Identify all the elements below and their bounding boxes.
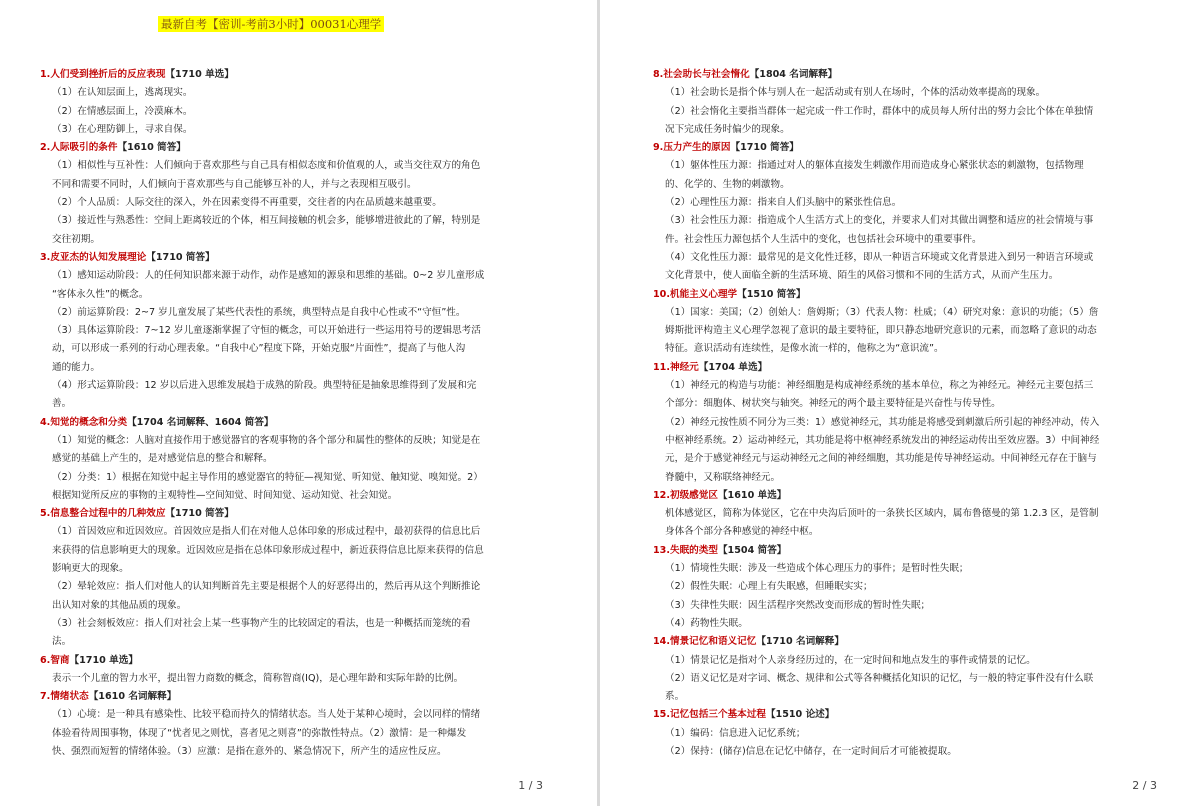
exam-tag: 【1510 简答】: [737, 288, 806, 300]
body-line: 的、化学的、生物的刺激物。: [665, 178, 790, 190]
section-title: [653, 66, 1153, 84]
section-title: [40, 139, 540, 157]
section-heading: 8.社会助长与社会惰化: [653, 69, 750, 80]
section-heading: 1.人们受到挫折后的反应表现: [40, 69, 166, 80]
body-line: 姆斯批评构造主义心理学忽视了意识的最主要特征，即只静态地研究意识的元素，而忽略了意识的动态: [665, 325, 1097, 337]
page-number: 2 / 3: [1132, 779, 1157, 792]
body-line: 影响更大的现象。: [52, 563, 129, 575]
section-title: [40, 414, 540, 432]
page-2: [600, 0, 1183, 806]
body-line: 感觉的基础上产生的，是对感觉信息的整合和解释。: [52, 453, 273, 465]
section-title: [653, 139, 1153, 157]
body-line: （2）个人品质：人际交往的深入，外在因素变得不再重要，交往者的内在品质越来越重要。: [52, 197, 442, 209]
body-line: 系。: [665, 691, 685, 703]
section-title: [653, 286, 1153, 304]
section-title: [40, 66, 540, 84]
body-line: 脊髓中，又称联络神经元。: [665, 471, 781, 483]
section-heading: 7.情绪状态: [40, 691, 89, 703]
section-title: [40, 505, 540, 523]
body-line: （1）情景记忆是指对个人亲身经历过的，在一定时间和地点发生的事件或情景的记忆。: [665, 654, 1036, 666]
exam-tag: 【1610 名词解释】: [88, 691, 177, 703]
body-line: 机体感觉区，简称为体觉区，它在中央沟后顶叶的一条狭长区域内，属布鲁德曼的第 1.2.3 区，是管制: [665, 508, 1099, 520]
body-line: 交往初期。: [52, 233, 100, 245]
body-line: （3）社会性压力源：指造成个人生活方式上的变化，并要求人们对其做出调整和适应的社会情境与事: [665, 215, 1094, 227]
section-title: [653, 706, 1153, 724]
body-line: 个部分：细胞体、树状突与轴突。神经元的两个最主要特征是兴奋性与传导性。: [665, 398, 1001, 410]
body-line: （3）社会刻板效应：指人们对社会上某一些事物产生的比较固定的看法，也是一种概括而笼统的看: [52, 617, 471, 629]
section-heading: 4.知觉的概念和分类: [40, 416, 128, 428]
exam-tag: 【1610 单选】: [717, 489, 787, 501]
exam-tag: 【1710 单选】: [165, 69, 234, 80]
page-number: 1 / 3: [518, 779, 543, 792]
body-line: （1）相似性与互补性：人们倾向于喜欢那些与自己具有相似态度和价值观的人，或当交往双方的角色: [52, 160, 481, 172]
document-header: 最新自考【密训-考前3小时】00031心理学: [158, 16, 384, 32]
section-title: [40, 652, 540, 670]
exam-tag: 【1710 简答】: [730, 142, 799, 154]
exam-tag: 【1710 单选】: [69, 654, 138, 666]
body-line: 况下完成任务时偏少的现象。: [665, 123, 790, 135]
body-line: 中枢神经系统。2）运动神经元，其功能是将中枢神经系统发出的神经运动传出至效应器。3）中间神经: [665, 434, 1100, 446]
exam-tag: 【1804 名词解释】: [749, 69, 838, 80]
body-line: （2）分类：1）根据在知觉中起主导作用的感觉器官的特征—视知觉、听知觉、触知觉、嗅知觉。2）: [52, 471, 483, 483]
body-line: 出认知对象的其他品质的现象。: [52, 599, 187, 611]
body-line: （4）文化性压力源：最常见的是文化性迁移，即从一种语言环境或文化背景进入到另一种语言环境或: [665, 251, 1094, 263]
body-line: 元，是介于感觉神经元与运动神经元之间的神经细胞，其功能是传导神经运动。中间神经元存在于脑与: [665, 453, 1097, 465]
body-line: （1）神经元的构造与功能：神经细胞是构成神经系统的基本单位，称之为神经元。神经元主要包括三: [665, 380, 1094, 392]
body-line: （1）编码：信息进入记忆系统；: [665, 727, 806, 739]
body-line: （2）保持：(储存)信息在记忆中储存，在一定时间后才可能被提取。: [665, 745, 957, 757]
section-title: [653, 542, 1153, 560]
exam-tag: 【1610 简答】: [117, 142, 186, 154]
body-line: （4）药物性失眠。: [665, 617, 748, 629]
body-line: （1）躯体性压力源：指通过对人的躯体直接发生刺激作用而造成身心紧张状态的刺激物，包括物理: [665, 160, 1084, 172]
exam-tag: 【1704 单选】: [698, 361, 768, 373]
body-line: （1）首因效应和近因效应。首因效应是指人们在对他人总体印象的形成过程中，最初获得的信息比后: [52, 526, 481, 538]
body-line: （1）知觉的概念：人脑对直接作用于感觉器官的客观事物的各个部分和属性的整体的反映；知觉是在: [52, 434, 481, 446]
section-heading: 6.智商: [40, 654, 70, 666]
body-line: 善。: [52, 398, 72, 410]
section-heading: 13.失眠的类型: [653, 544, 718, 556]
body-line: （3）失律性失眠：因生活程序突然改变而形成的暂时性失眠；: [665, 599, 931, 611]
section-title: [653, 487, 1153, 505]
body-line: （2）神经元按性质不同分为三类：1）感觉神经元，其功能是将感受到刺激后所引起的神经冲动，传入: [665, 416, 1100, 428]
page-2-content: [653, 66, 1153, 761]
body-line: （1）心境：是一种具有感染性、比较平稳而持久的情绪状态。当人处于某种心境时，会以同样的情绪: [52, 709, 481, 721]
section-title: [40, 249, 540, 267]
body-line: （2）前运算阶段：2~7 岁儿童发展了某些代表性的系统，典型特点是自我中心性或不“守恒”性。: [52, 306, 466, 318]
section-heading: 9.压力产生的原因: [653, 142, 731, 154]
body-line: （2）心理性压力源：指来自人们头脑中的紧张性信息。: [665, 197, 902, 209]
section-heading: 3.皮亚杰的认知发展理论: [40, 251, 147, 263]
page-1-content: [40, 66, 540, 761]
section-title: [653, 359, 1153, 377]
body-line: （1）感知运动阶段：人的任何知识都来源于动作，动作是感知的源泉和思维的基础。0~2 岁儿童形成: [52, 270, 485, 282]
body-line: （2）假性失眠：心理上有失眠感，但睡眠实实；: [665, 581, 873, 593]
body-line: （1）情境性失眠：涉及一些造成个体心理压力的事件；是暂时性失眠；: [665, 563, 969, 575]
body-line: 特征。意识活动有连续性，是像水流一样的，他称之为“意识流”。: [665, 343, 944, 355]
body-line: （3）在心理防御上，寻求自保。: [52, 123, 193, 135]
body-line: （2）晕轮效应：指人们对他人的认知判断首先主要是根据个人的好恶得出的，然后再从这个判断推论: [52, 581, 481, 593]
body-line: （4）形式运算阶段：12 岁以后进入思维发展趋于成熟的阶段。典型特征是抽象思维得到了发展和完: [52, 380, 477, 392]
body-line: 快、强烈而短暂的情绪体验。（3）应激：是指在意外的、紧急情况下，所产生的适应性反应。: [52, 745, 447, 757]
exam-tag: 【1510 论述】: [765, 709, 835, 721]
section-heading: 15.记忆包括三个基本过程: [653, 709, 766, 721]
body-line: 体验看待周围事物，体现了“忧者见之则忧，喜者见之则喜”的弥散性特点。（2）激情：是一种爆发: [52, 727, 467, 739]
body-line: 身体各个部分各种感觉的神经中枢。: [665, 526, 819, 538]
body-line: 根据知觉所反应的事物的主观特性—空间知觉、时间知觉、运动知觉、社会知觉。: [52, 489, 398, 501]
section-title: [40, 688, 540, 706]
body-line: 通的能力。: [52, 361, 100, 373]
body-line: （1）国家：美国；（2）创始人：詹姆斯；（3）代表人物：杜威；（4）研究对象：意识的功能；（5）詹: [665, 306, 1099, 318]
body-line: （2）语义记忆是对字词、概念、规律和公式等各种概括化知识的记忆，与一般的特定事件没有什么联: [665, 672, 1094, 684]
body-line: 不同和需要不同时，人们倾向于喜欢那些与自己能够互补的人，并与之表现相互吸引。: [52, 178, 417, 190]
section-heading: 12.初级感觉区: [653, 489, 718, 501]
exam-tag: 【1710 名词解释】: [756, 636, 844, 648]
body-line: （3）接近性与熟悉性：空间上距离较近的个体，相互间接触的机会多，能够增进彼此的了解，特别是: [52, 215, 481, 227]
body-line: （1）社会助长是指个体与别人在一起活动或有别人在场时，个体的活动效率提高的现象。: [665, 87, 1046, 99]
body-line: （1）在认知层面上，逃离现实。: [52, 87, 193, 99]
exam-tag: 【1710 简答】: [146, 251, 215, 263]
body-line: 法。: [52, 636, 72, 648]
section-title: [653, 633, 1153, 651]
body-line: （2）社会惰化主要指当群体一起完成一件工作时，群体中的成员每人所付出的努力会比个体在单独情: [665, 105, 1094, 117]
body-line: 文化背景中，使人面临全新的生活环境、陌生的风俗习惯和不同的生活方式，从而产生压力。: [665, 270, 1059, 282]
section-heading: 10.机能主义心理学: [653, 288, 738, 300]
body-line: 表示一个儿童的智力水平，提出智力商数的概念，简称智商(IQ)，是心理年龄和实际年龄的比例。: [52, 672, 464, 684]
exam-tag: 【1704 名词解释、1604 简答】: [127, 416, 274, 428]
body-line: （2）在情感层面上，冷漠麻木。: [52, 105, 193, 117]
exam-tag: 【1710 简答】: [165, 508, 234, 520]
body-line: 来获得的信息影响更大的现象。近因效应是指在总体印象形成过程中，新近获得信息比原来获得的信息: [52, 544, 484, 556]
body-line: “客体永久性”的概念。: [52, 288, 149, 300]
exam-tag: 【1504 简答】: [717, 544, 787, 556]
section-heading: 14.情景记忆和语义记忆: [653, 636, 757, 648]
section-heading: 2.人际吸引的条件: [40, 142, 118, 154]
body-line: （3）具体运算阶段：7~12 岁儿童逐渐掌握了守恒的概念，可以开始进行一些运用符号的逻辑思考活: [52, 325, 481, 337]
body-line: 动，可以形成一系列的行动心理表象。“自我中心”程度下降，开始克服“片面性”，提高了与他人沟: [52, 343, 466, 355]
body-line: 件。社会性压力源包括个人生活中的变化，也包括社会环境中的重要事件。: [665, 233, 982, 245]
section-heading: 5.信息整合过程中的几种效应: [40, 508, 166, 520]
section-heading: 11.神经元: [653, 361, 699, 373]
